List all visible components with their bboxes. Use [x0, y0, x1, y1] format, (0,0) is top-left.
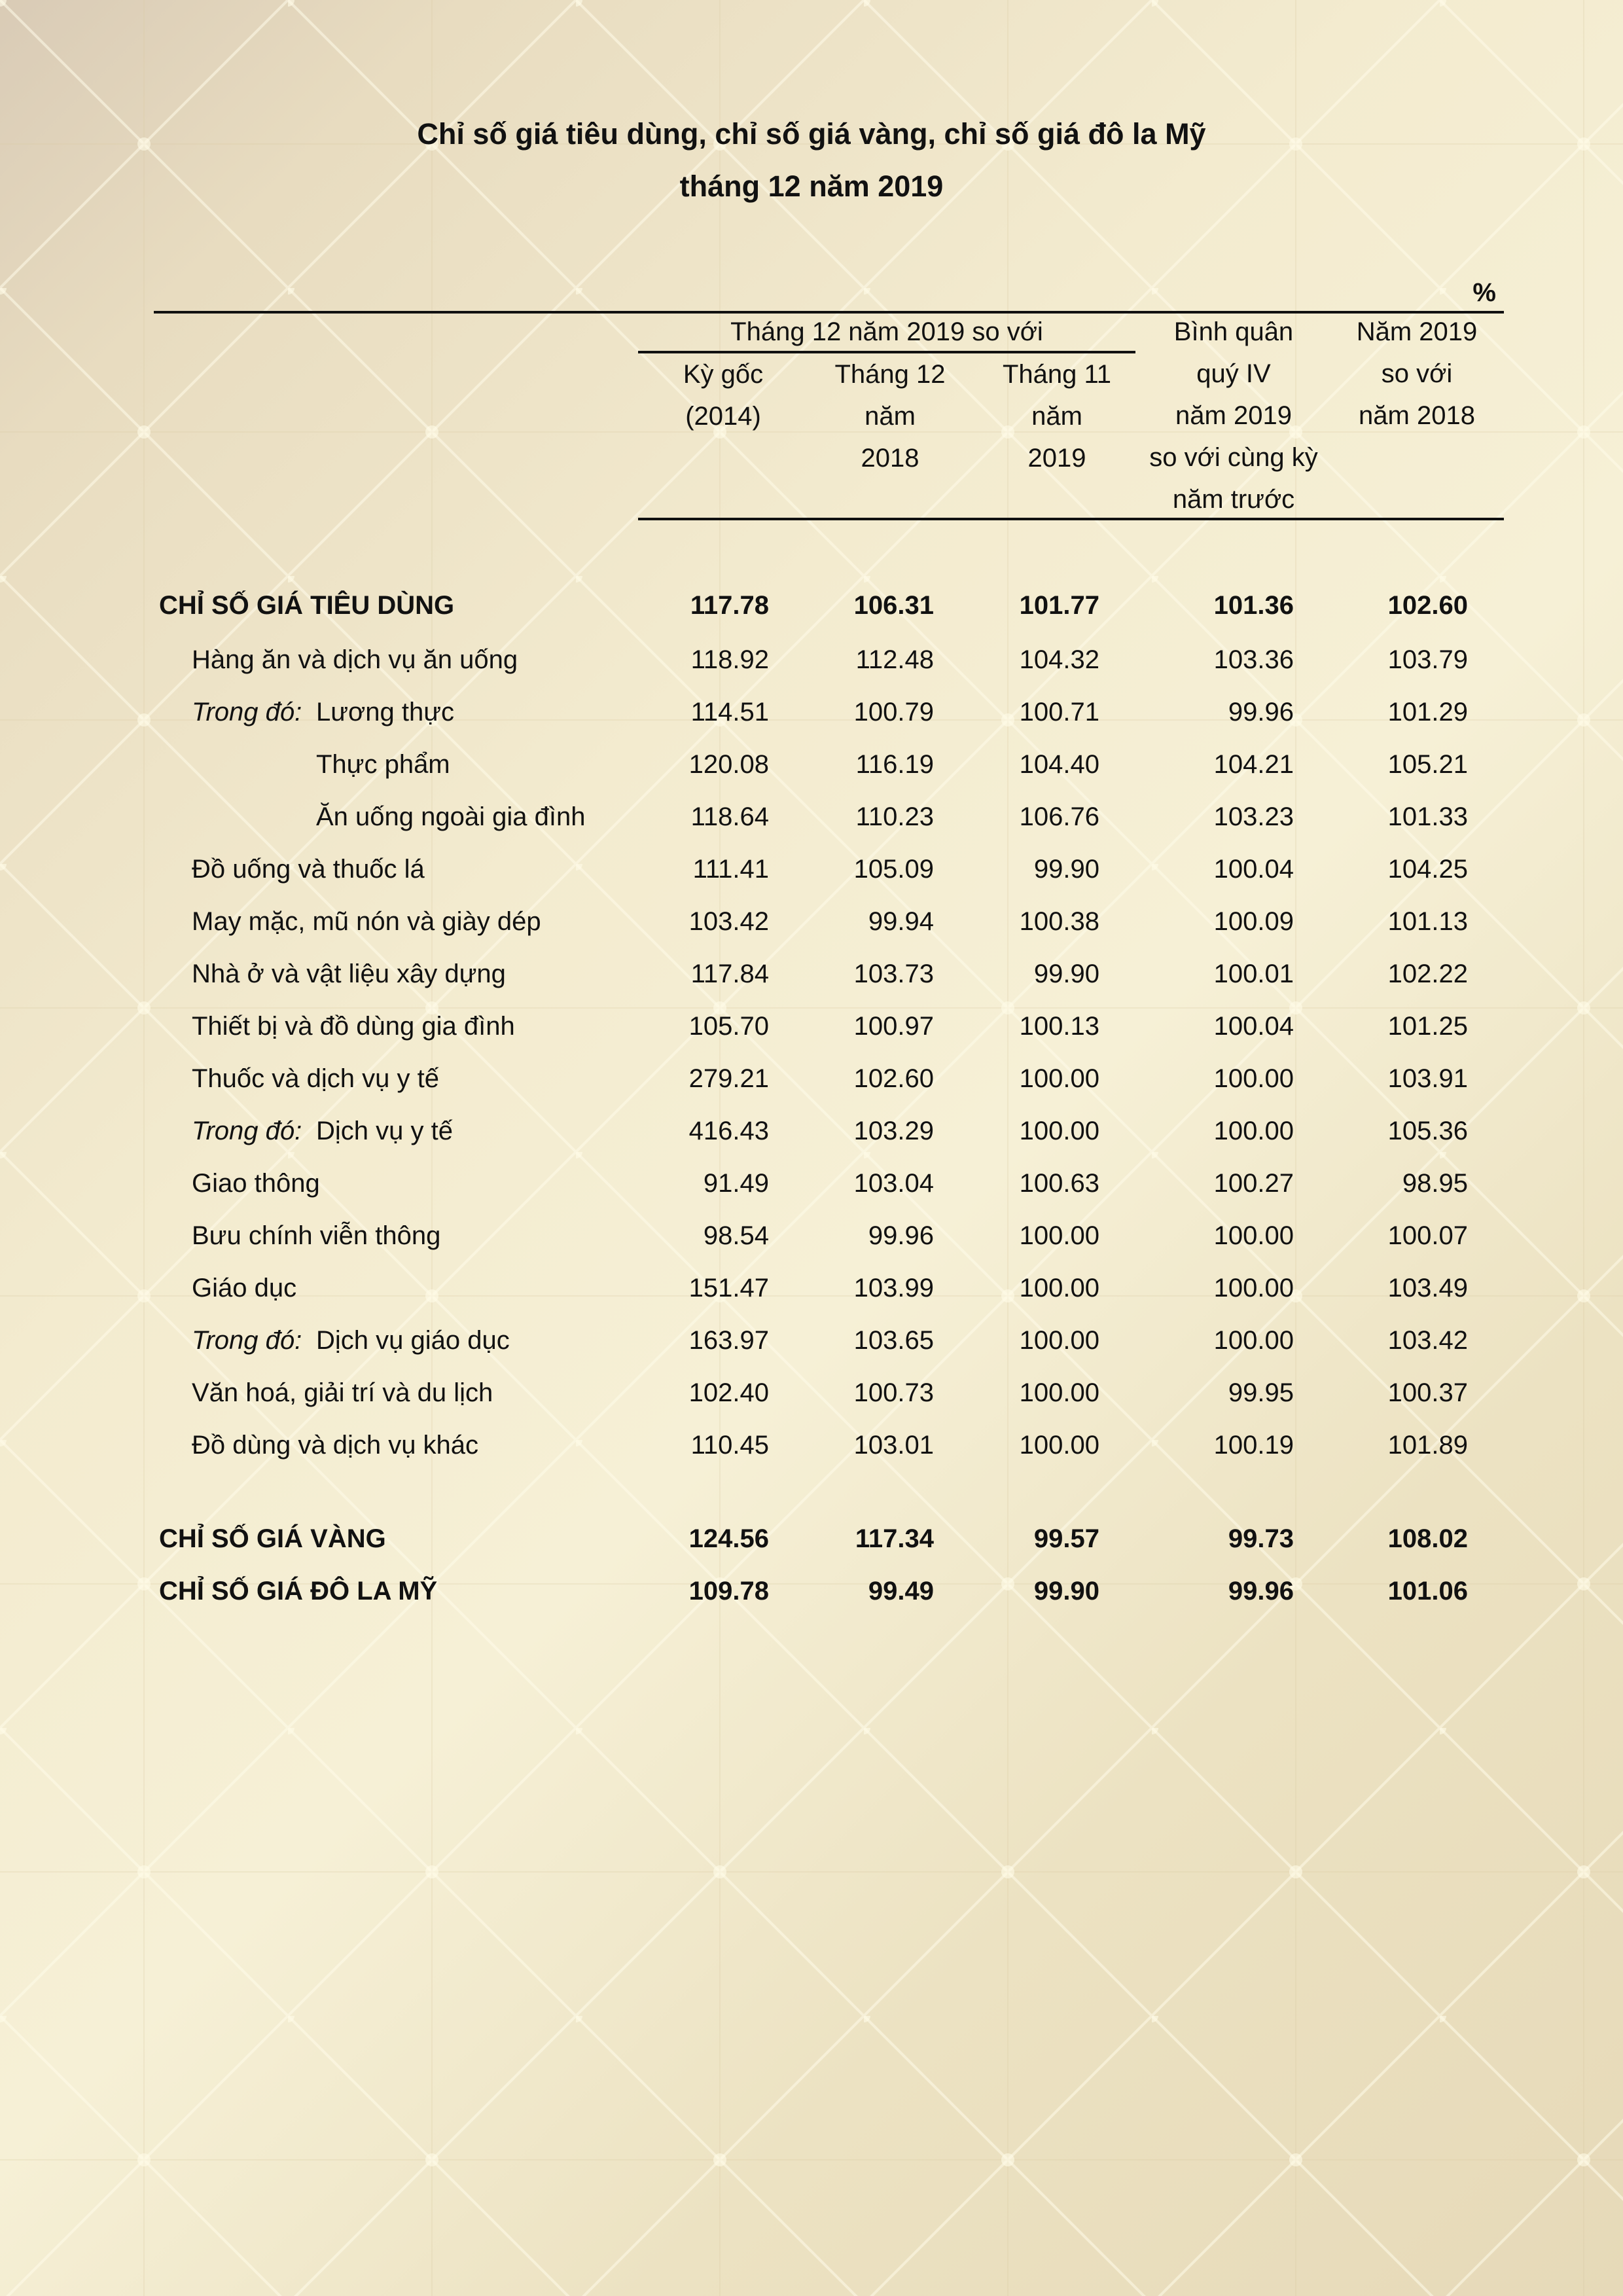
cell-year-2019: 102.60: [1387, 591, 1468, 620]
cell-q4-average: 99.95: [1228, 1378, 1294, 1407]
cell-year-2019: 108.02: [1387, 1524, 1468, 1553]
cell-base: 120.08: [688, 750, 769, 779]
table-row: [0, 1314, 1623, 1367]
table-row: [0, 686, 1623, 738]
row-label: CHỈ SỐ GIÁ TIÊU DÙNG: [159, 591, 455, 620]
header-col-dec-2018-line: Tháng 12: [834, 360, 946, 389]
cell-dec-2018: 103.29: [853, 1117, 934, 1145]
header-bottom-rule: [638, 518, 1504, 520]
cell-base: 109.78: [688, 1577, 769, 1605]
header-col-q4-average: [1135, 311, 1332, 520]
cell-nov-2019: 99.90: [1033, 855, 1099, 884]
table-row-gold-index: [0, 1513, 1623, 1565]
table-row: [0, 895, 1623, 948]
header-col-q4-average-line: năm trước: [1172, 485, 1295, 514]
cell-nov-2019: 100.38: [1019, 907, 1099, 936]
cell-base: 91.49: [703, 1169, 769, 1198]
row-label-text: Dịch vụ y tế: [316, 1117, 453, 1145]
cell-base: 105.70: [688, 1012, 769, 1041]
table-row: [0, 634, 1623, 686]
cell-dec-2018: 99.94: [868, 907, 934, 936]
cell-q4-average: 100.01: [1213, 960, 1294, 988]
cell-q4-average: 100.27: [1213, 1169, 1294, 1198]
row-label: Ăn uống ngoài gia đình: [316, 802, 586, 831]
cell-nov-2019: 100.00: [1019, 1064, 1099, 1093]
cell-nov-2019: 100.63: [1019, 1169, 1099, 1198]
cell-dec-2018: 103.01: [853, 1431, 934, 1460]
table-row: [0, 1052, 1623, 1105]
row-label: Giao thông: [192, 1169, 320, 1198]
cell-q4-average: 100.04: [1213, 855, 1294, 884]
cell-q4-average: 100.00: [1213, 1326, 1294, 1355]
cell-q4-average: 100.00: [1213, 1221, 1294, 1250]
row-label: Hàng ăn và dịch vụ ăn uống: [192, 645, 518, 674]
cell-year-2019: 98.95: [1402, 1169, 1468, 1198]
header-col-q4-average-line: quý IV: [1196, 359, 1271, 388]
header-col-q4-average-line: Bình quân: [1173, 317, 1294, 346]
row-prefix: Trong đó:: [192, 698, 302, 726]
header-col-nov-2019: [985, 353, 1129, 479]
cell-year-2019: 100.37: [1387, 1378, 1468, 1407]
cell-q4-average: 100.04: [1213, 1012, 1294, 1041]
cell-nov-2019: 100.00: [1019, 1378, 1099, 1407]
cell-year-2019: 103.49: [1387, 1274, 1468, 1302]
cell-q4-average: 99.96: [1228, 698, 1294, 726]
cell-year-2019: 100.07: [1387, 1221, 1468, 1250]
cell-dec-2018: 116.19: [855, 750, 934, 779]
cell-dec-2018: 100.97: [853, 1012, 934, 1041]
row-label: Đồ dùng và dịch vụ khác: [192, 1431, 479, 1460]
cell-dec-2018: 110.23: [855, 802, 934, 831]
table-row-cpi: [0, 579, 1623, 632]
cell-base: 110.45: [690, 1431, 769, 1460]
cell-nov-2019: 100.00: [1019, 1274, 1099, 1302]
row-label: Thực phẩm: [316, 750, 450, 779]
cell-q4-average: 101.36: [1213, 591, 1294, 620]
cell-nov-2019: 101.77: [1019, 591, 1099, 620]
cell-base: 118.64: [690, 802, 769, 831]
cell-q4-average: 100.09: [1213, 907, 1294, 936]
cell-dec-2018: 100.73: [853, 1378, 934, 1407]
cell-dec-2018: 103.65: [853, 1326, 934, 1355]
cell-dec-2018: 117.34: [855, 1524, 934, 1553]
cell-q4-average: 100.00: [1213, 1117, 1294, 1145]
table-row: [0, 1367, 1623, 1419]
cell-dec-2018: 99.96: [868, 1221, 934, 1250]
cell-base: 117.84: [690, 960, 769, 988]
row-label: May mặc, mũ nón và giày dép: [192, 907, 541, 936]
document-subtitle: tháng 12 năm 2019: [679, 170, 944, 203]
header-col-year-2019-line: Năm 2019: [1356, 317, 1478, 346]
group-header: Tháng 12 năm 2019 so với: [730, 317, 1043, 346]
row-label: Thiết bị và đồ dùng gia đình: [192, 1012, 515, 1041]
cell-q4-average: 104.21: [1213, 750, 1294, 779]
cell-nov-2019: 100.00: [1019, 1431, 1099, 1460]
header-col-year-2019-line: so với: [1381, 359, 1453, 388]
header-col-year-2019: [1335, 311, 1499, 437]
row-label-text: Lương thực: [316, 698, 454, 726]
cell-q4-average: 100.00: [1213, 1064, 1294, 1093]
cell-year-2019: 101.06: [1387, 1577, 1468, 1605]
cell-base: 103.42: [688, 907, 769, 936]
cell-base: 111.41: [692, 855, 769, 884]
table-row: [0, 1000, 1623, 1052]
cell-q4-average: 103.36: [1213, 645, 1294, 674]
header-col-nov-2019-line: 2019: [1027, 444, 1086, 473]
cell-year-2019: 101.13: [1387, 907, 1468, 936]
table-row: [0, 1157, 1623, 1210]
table-row: [0, 1419, 1623, 1471]
cell-nov-2019: 99.90: [1033, 1577, 1099, 1605]
document-title: Chỉ số giá tiêu dùng, chỉ số giá vàng, chỉ số giá đô la Mỹ: [417, 117, 1206, 151]
cell-year-2019: 105.36: [1387, 1117, 1468, 1145]
cell-nov-2019: 99.57: [1033, 1524, 1099, 1553]
row-label-text: Dịch vụ giáo dục: [316, 1326, 510, 1355]
header-col-dec-2018-line: năm: [865, 402, 916, 431]
row-label: Văn hoá, giải trí và du lịch: [192, 1378, 493, 1407]
header-col-nov-2019-line: năm: [1031, 402, 1082, 431]
cell-nov-2019: 100.00: [1019, 1221, 1099, 1250]
cell-year-2019: 101.89: [1387, 1431, 1468, 1460]
table-row: [0, 1210, 1623, 1262]
cell-base: 279.21: [688, 1064, 769, 1093]
cell-base: 151.47: [688, 1274, 769, 1302]
cell-nov-2019: 99.90: [1033, 960, 1099, 988]
header-col-year-2019-line: năm 2018: [1359, 401, 1475, 430]
table-row: [0, 1105, 1623, 1157]
row-label: [192, 1105, 453, 1157]
header-col-base-line: Kỳ gốc: [683, 360, 764, 389]
cell-nov-2019: 104.32: [1019, 645, 1099, 674]
cell-year-2019: 105.21: [1387, 750, 1468, 779]
cell-base: 117.78: [690, 591, 769, 620]
cell-base: 416.43: [688, 1117, 769, 1145]
row-label: Đồ uống và thuốc lá: [192, 855, 425, 884]
cell-base: 163.97: [688, 1326, 769, 1355]
header-col-dec-2018: [818, 353, 962, 479]
cell-nov-2019: 106.76: [1019, 802, 1099, 831]
cell-base: 102.40: [688, 1378, 769, 1407]
cell-dec-2018: 103.73: [853, 960, 934, 988]
table-row: [0, 843, 1623, 895]
cell-nov-2019: 100.00: [1019, 1117, 1099, 1145]
cell-base: 98.54: [703, 1221, 769, 1250]
cell-nov-2019: 100.00: [1019, 1326, 1099, 1355]
row-label: CHỈ SỐ GIÁ VÀNG: [159, 1524, 386, 1553]
cell-base: 114.51: [690, 698, 769, 726]
cell-dec-2018: 112.48: [855, 645, 934, 674]
cell-dec-2018: 99.49: [868, 1577, 934, 1605]
row-prefix: Trong đó:: [192, 1326, 302, 1355]
row-label: Giáo dục: [192, 1274, 297, 1302]
unit-label: %: [1472, 278, 1496, 307]
row-prefix: Trong đó:: [192, 1117, 302, 1145]
cell-year-2019: 102.22: [1387, 960, 1468, 988]
row-label: [192, 686, 454, 738]
cell-year-2019: 101.29: [1387, 698, 1468, 726]
cell-nov-2019: 104.40: [1019, 750, 1099, 779]
cell-year-2019: 103.42: [1387, 1326, 1468, 1355]
row-label: Nhà ở và vật liệu xây dựng: [192, 960, 506, 988]
cell-dec-2018: 100.79: [853, 698, 934, 726]
cell-q4-average: 99.73: [1228, 1524, 1294, 1553]
cell-q4-average: 100.00: [1213, 1274, 1294, 1302]
cell-dec-2018: 106.31: [853, 591, 934, 620]
cell-year-2019: 103.79: [1387, 645, 1468, 674]
cell-q4-average: 100.19: [1213, 1431, 1294, 1460]
row-label: [192, 1314, 510, 1367]
cell-base: 118.92: [690, 645, 769, 674]
cell-dec-2018: 103.04: [853, 1169, 934, 1198]
table-row: [0, 1262, 1623, 1314]
header-col-q4-average-line: năm 2019: [1175, 401, 1292, 430]
cell-nov-2019: 100.13: [1019, 1012, 1099, 1041]
table-row: [0, 948, 1623, 1000]
cell-q4-average: 99.96: [1228, 1577, 1294, 1605]
header-col-q4-average-line: so với cùng kỳ: [1149, 443, 1318, 472]
table-row: [0, 738, 1623, 791]
table-row: [0, 791, 1623, 843]
row-label: Bưu chính viễn thông: [192, 1221, 441, 1250]
header-col-base: [654, 353, 792, 437]
cell-dec-2018: 103.99: [853, 1274, 934, 1302]
table-row-usd-index: [0, 1565, 1623, 1617]
cell-dec-2018: 105.09: [853, 855, 934, 884]
header-col-base-line: (2014): [685, 402, 761, 431]
header-col-dec-2018-line: 2018: [861, 444, 919, 473]
row-label: Thuốc và dịch vụ y tế: [192, 1064, 439, 1093]
cell-nov-2019: 100.71: [1019, 698, 1099, 726]
cell-year-2019: 103.91: [1387, 1064, 1468, 1093]
cell-q4-average: 103.23: [1213, 802, 1294, 831]
cell-year-2019: 101.33: [1387, 802, 1468, 831]
row-label: CHỈ SỐ GIÁ ĐÔ LA MỸ: [159, 1577, 438, 1605]
cell-year-2019: 101.25: [1387, 1012, 1468, 1041]
cell-dec-2018: 102.60: [853, 1064, 934, 1093]
header-col-nov-2019-line: Tháng 11: [1002, 360, 1112, 389]
cell-year-2019: 104.25: [1387, 855, 1468, 884]
cell-base: 124.56: [688, 1524, 769, 1553]
